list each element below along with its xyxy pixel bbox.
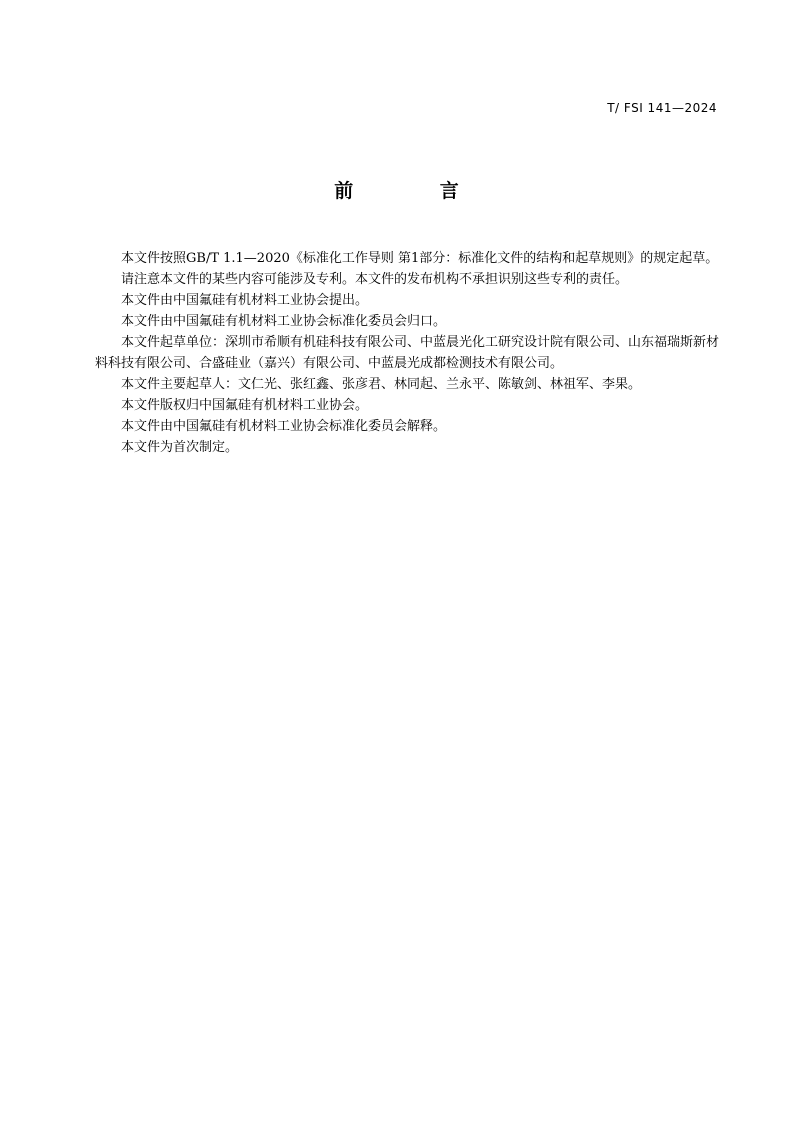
paragraph-drafting-rules: 本文件按照GB/T 1.1—2020《标准化工作导则 第1部分：标准化文件的结构和起草规则》的规定起草。: [121, 251, 719, 266]
page-title: 前 言: [334, 180, 499, 202]
paragraph-patent-notice: 请注意本文件的某些内容可能涉及专利。本文件的发布机构不承担识别这些专利的责任。: [121, 272, 629, 287]
paragraph-proposer: 本文件由中国氟硅有机材料工业协会提出。: [121, 293, 369, 308]
paragraph-centralized-unit: 本文件由中国氟硅有机材料工业协会标准化委员会归口。: [121, 314, 447, 329]
foreword-body: [95, 248, 719, 458]
paragraph-drafting-units: 本文件起草单位：深圳市希顺有机硅科技有限公司、中蓝晨光化工研究设计院有限公司、山东福瑞斯新材料科技有限公司、合盛硅业（嘉兴）有限公司、中蓝晨光成都检测技术有限公司。: [95, 335, 720, 371]
standard-number: T/ FSI 141—2024: [607, 101, 717, 115]
paragraph-first-edition: 本文件为首次制定。: [121, 440, 239, 455]
paragraph-drafters: 本文件主要起草人：文仁光、张红鑫、张彦君、林同起、兰永平、陈敏剑、林祖军、李果。: [121, 377, 642, 392]
paragraph-interpretation: 本文件由中国氟硅有机材料工业协会标准化委员会解释。: [121, 419, 447, 434]
paragraph-copyright: 本文件版权归中国氟硅有机材料工业协会。: [121, 398, 369, 413]
